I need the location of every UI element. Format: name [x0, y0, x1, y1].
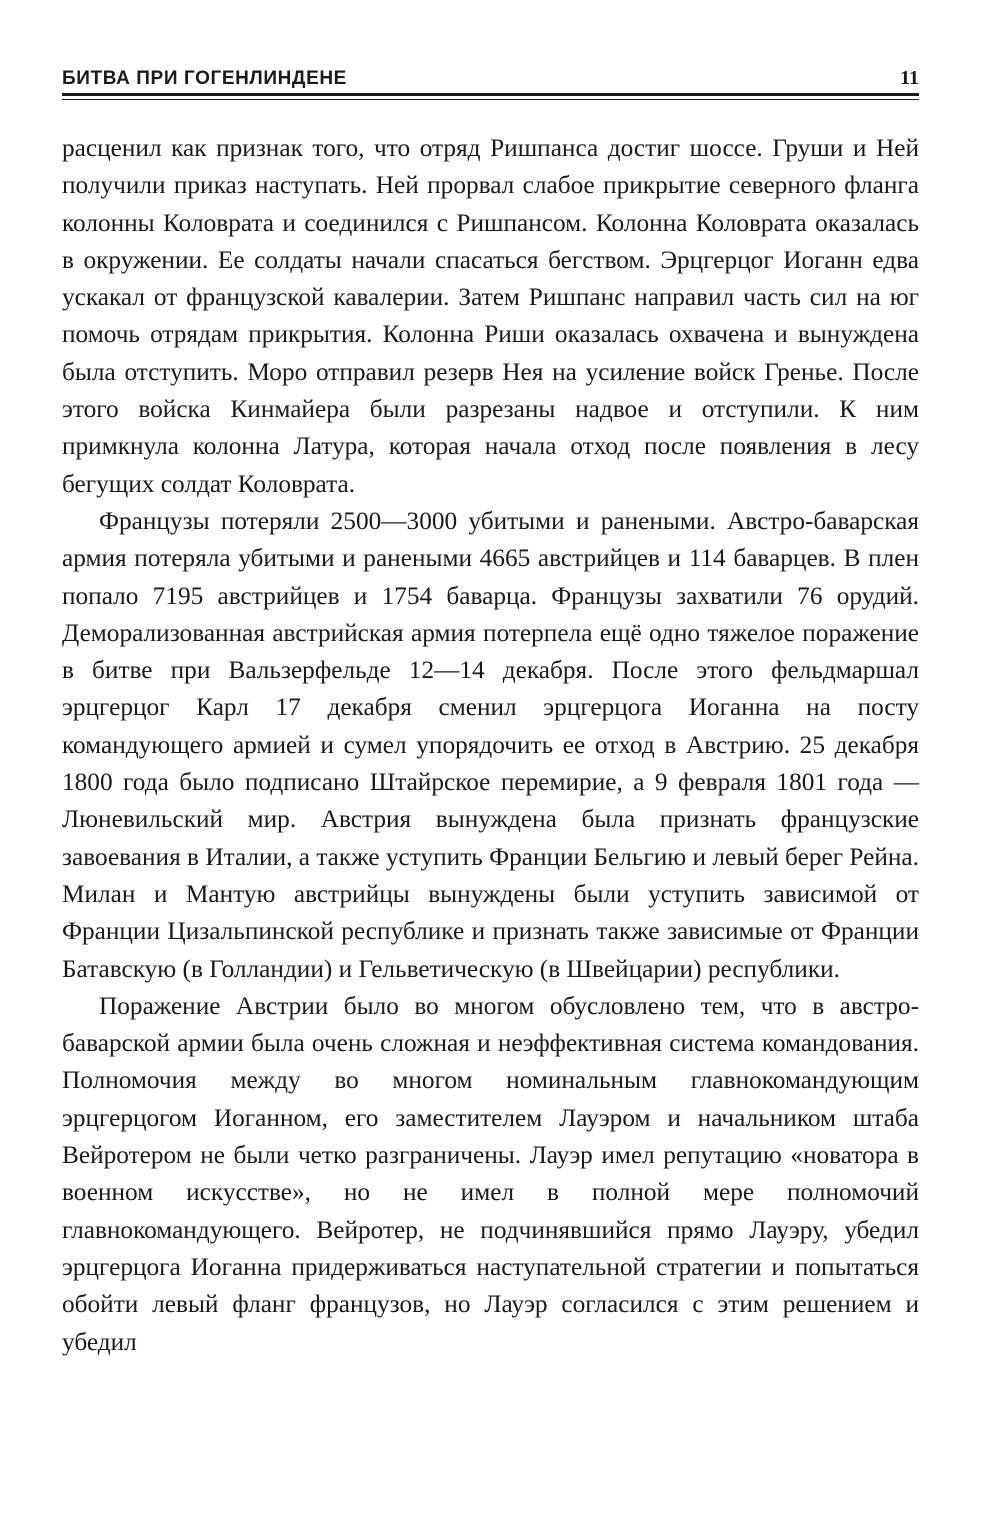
body-text: [62, 130, 919, 1361]
paragraph-2: Французы потеряли 2500—3000 убитыми и ранеными. Австро-баварская армия потеряла убитыми и ранеными 4665 австрийцев и 114 баварцев. В плен попало 7195 австрийцев и 1754 баварца. Французы захватили 76 орудий. Деморализованная австрийская армия потерпела ещё одно тяжелое поражение в битве при Вальзерфельде 12—14 декабря. После этого фельдмаршал эрцгерцог Карл 17 декабря сменил эрцгерцога Иоганна на посту командующего армией и сумел упорядочить ее отход в Австрию. 25 декабря 1800 года было подписано Штайрское перемирие, а 9 февраля 1801 года — Люневильский мир. Австрия вынуждена была признать французские завоевания в Италии, а также уступить Франции Бельгию и левый берег Рейна. Милан и Мантую австрийцы вынуждены были уступить зависимой от Франции Цизальпинской республике и признать также зависимые от Франции Батавскую (в Голландии) и Гельветическую (в Швейцарии) республики.: [62, 506, 919, 983]
header-rule-thick: [62, 93, 919, 96]
running-header: [62, 58, 919, 90]
paragraph-1: расценил как признак того, что отряд Ришпанса достиг шоссе. Груши и Ней получили приказ наступать. Ней прорвал слабое прикрытие северного фланга колонны Коловрата и соединился с Ришпансом. Колонна Коловрата оказалась в окружении. Ее солдаты начали спасаться бегством. Эрцгерцог Иоганн едва ускакал от французской кавалерии. Затем Ришпанс направил часть сил на юг помочь отрядам прикрытия. Колонна Риши оказалась охвачена и вынуждена была отступить. Моро отправил резерв Нея на усиление войск Гренье. После этого войска Кинмайера были разрезаны надвое и отступили. К ним примкнула колонна Латура, которая начала отход после появления в лесу бегущих солдат Коловрата.: [62, 134, 919, 498]
chapter-title: БИТВА ПРИ ГОГЕНЛИНДЕНЕ: [62, 68, 347, 89]
header-rule-thin: [62, 99, 919, 100]
page-number: 11: [900, 67, 919, 89]
paragraph-3: Поражение Австрии было во многом обусловлено тем, что в австро-баварской армии была очень сложная и неэффективная система командования. Полномочия между во многом номинальным главнокомандующим эрцгерцогом Иоганном, его заместителем Лауэром и начальником штаба Вейротером не были четко разграничены. Лауэр имел репутацию «новатора в военном искусстве», но не имел в полной мере полномочий главнокомандующего. Вейротер, не подчинявшийся прямо Лауэру, убедил эрцгерцога Иоганна придерживаться наступательной стратегии и попытаться обойти левый фланг французов, но Лауэр согласился с этим решением и убедил: [62, 991, 919, 1356]
book-page: [62, 58, 919, 1361]
